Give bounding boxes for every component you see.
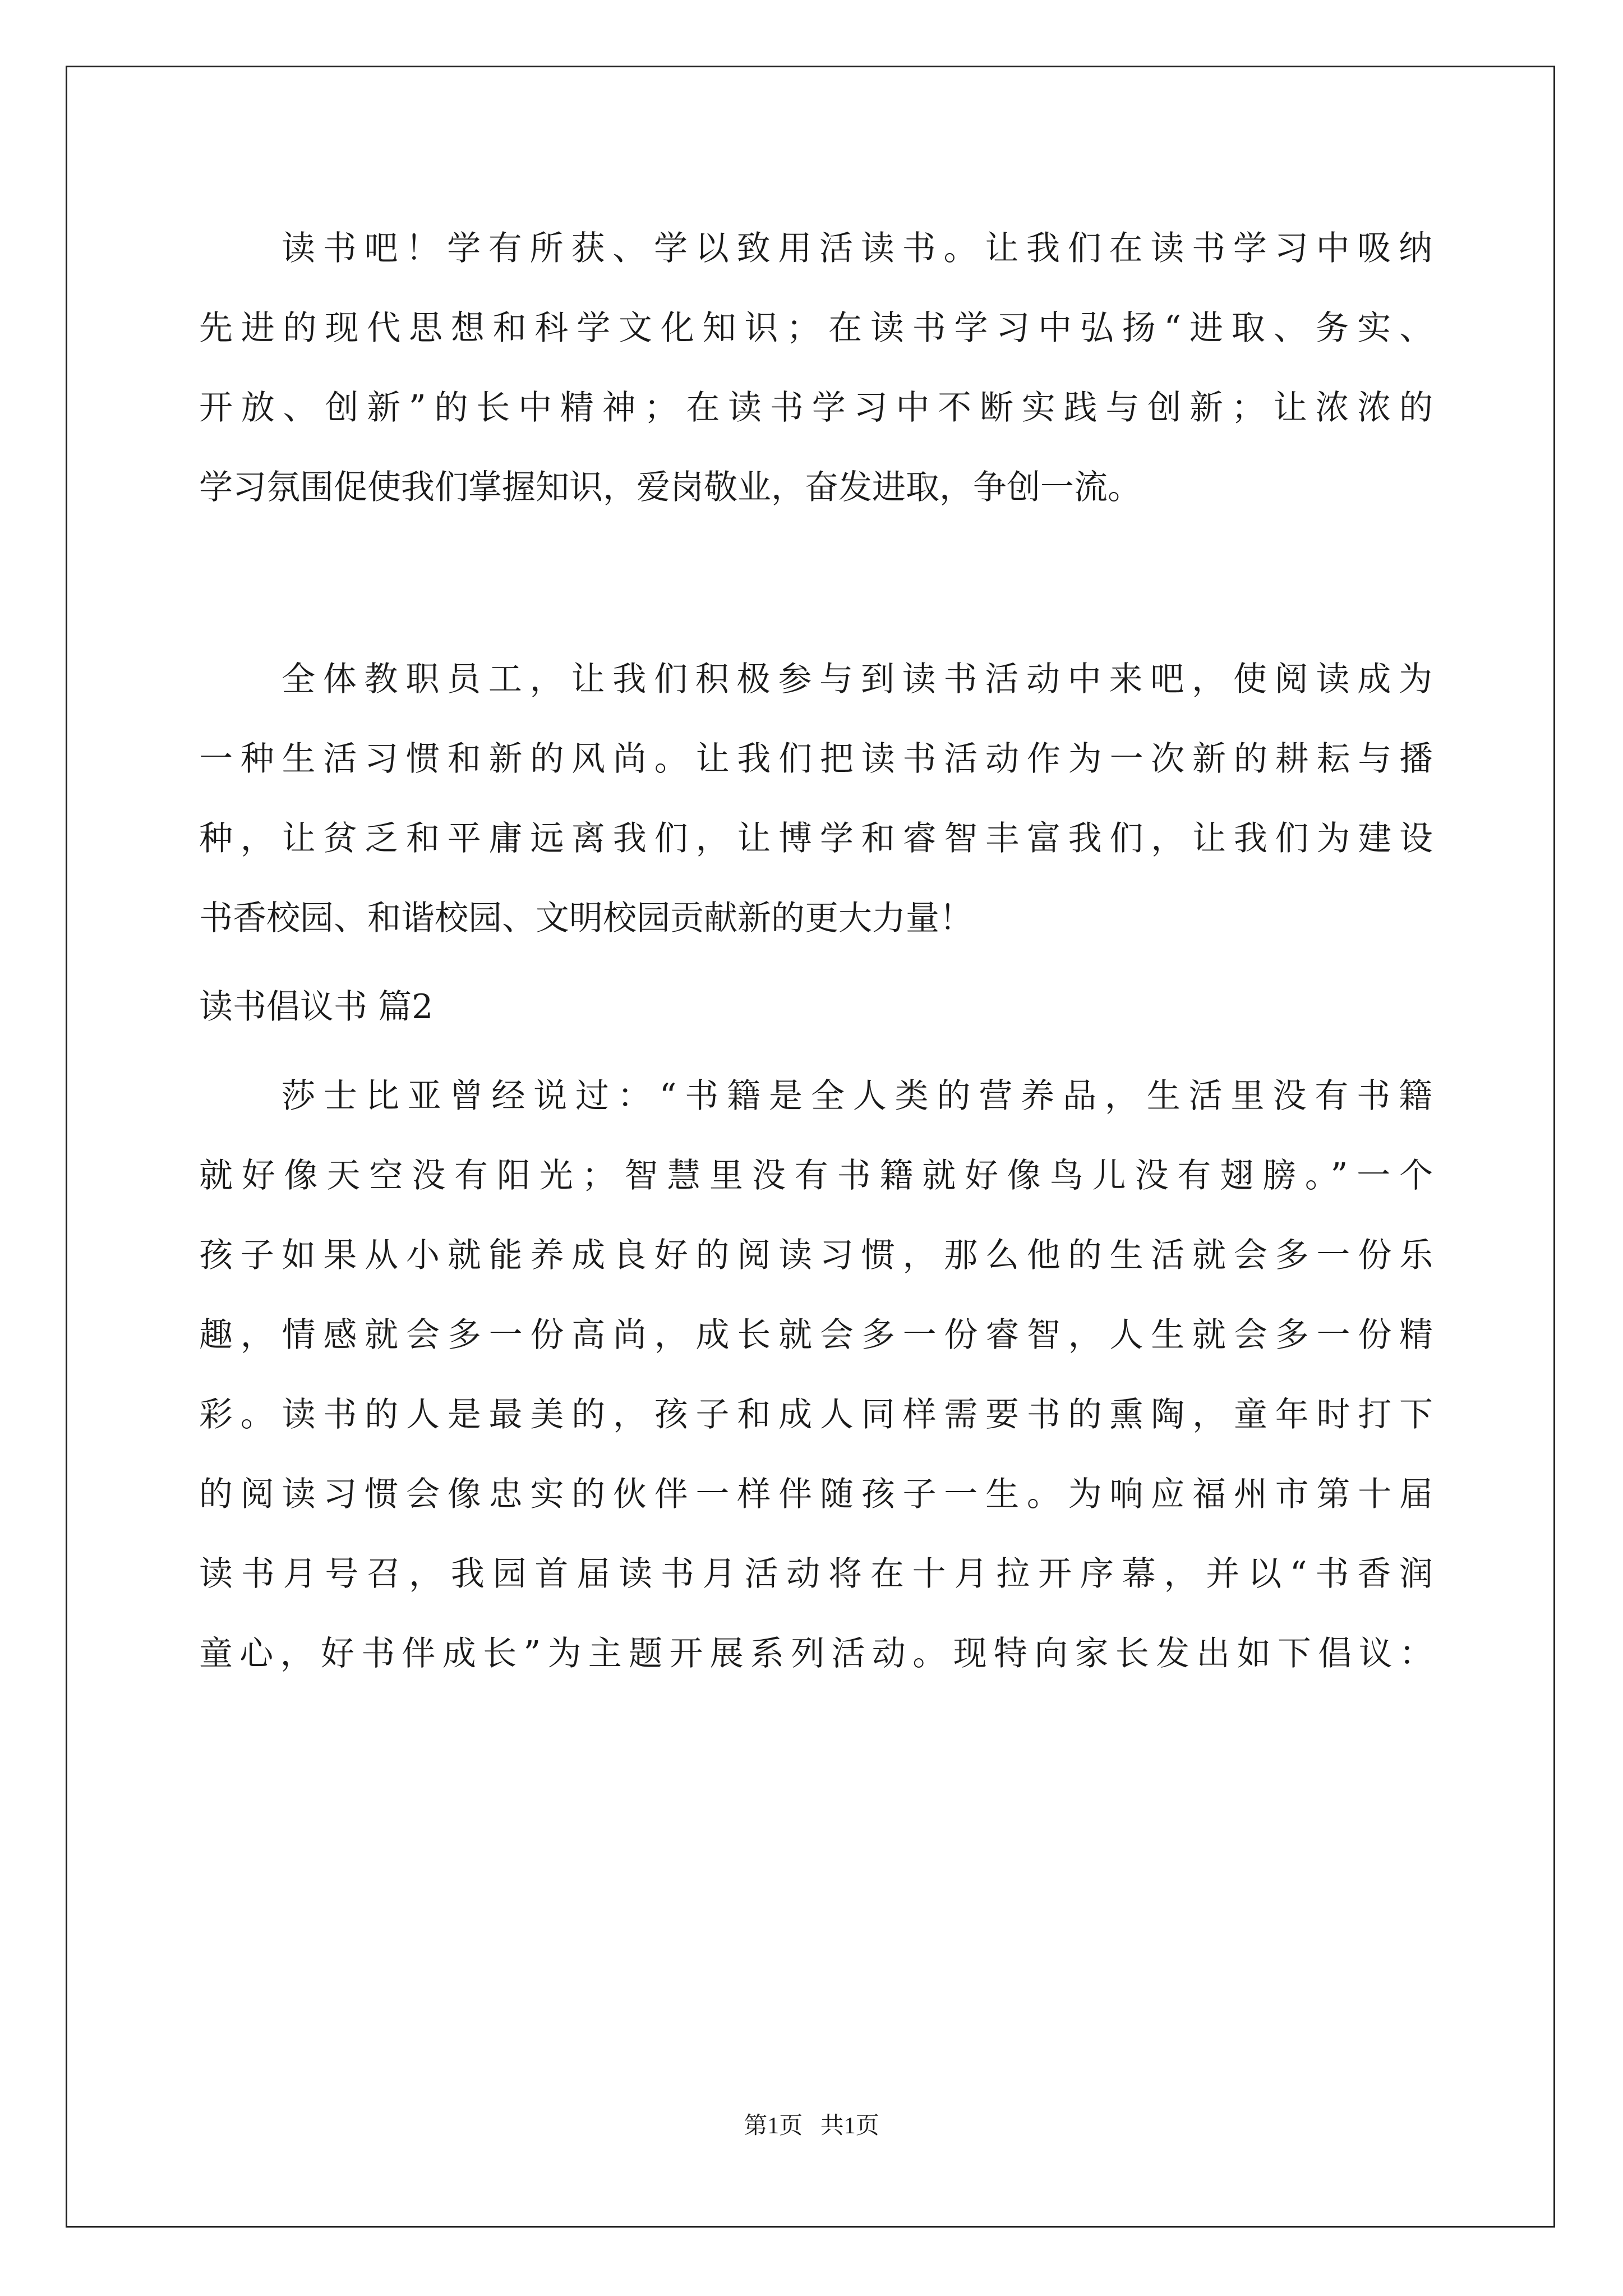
page-footer xyxy=(0,2109,1623,2143)
paragraph-2-line-3: 种，让贫乏和平庸远离我们，让博学和睿智丰富我们，让我们为建设 xyxy=(199,819,1433,858)
total-pages-label: 共1页 xyxy=(820,2113,879,2139)
paragraph-3-line-6: 的阅读习惯会像忠实的伙伴一样伴随孩子一生。为响应福州市第十届 xyxy=(199,1475,1433,1514)
page-number-label: 第1页 xyxy=(744,2113,803,2139)
paragraph-3-line-8: 童心，好书伴成长”为主题开展系列活动。现特向家长发出如下倡议： xyxy=(199,1634,1433,1673)
paragraph-3-line-1: 莎士比亚曾经说过：“书籍是全人类的营养品，生活里没有书籍 xyxy=(282,1076,1432,1116)
paragraph-1-line-4: 学习氛围促使我们掌握知识，爱岗敬业，奋发进取，争创一流。 xyxy=(199,468,1141,507)
paragraph-3-line-4: 趣，情感就会多一份高尚，成长就会多一份睿智，人生就会多一份精 xyxy=(199,1315,1433,1355)
paragraph-1-line-1: 读书吧！学有所获、学以致用活读书。让我们在读书学习中吸纳 xyxy=(282,229,1432,268)
paragraph-1-line-3: 开放、创新”的长中精神；在读书学习中不断实践与创新；让浓浓的 xyxy=(199,388,1433,427)
paragraph-2-line-1: 全体教职员工，让我们积极参与到读书活动中来吧，使阅读成为 xyxy=(282,660,1432,699)
paragraph-3-line-2: 就好像天空没有阳光；智慧里没有书籍就好像鸟儿没有翅膀。”一个 xyxy=(199,1156,1433,1195)
paragraph-2-line-2: 一种生活习惯和新的风尚。让我们把读书活动作为一次新的耕耘与播 xyxy=(199,739,1433,779)
paragraph-3-line-3: 孩子如果从小就能养成良好的阅读习惯，那么他的生活就会多一份乐 xyxy=(199,1236,1433,1275)
paragraph-1-line-2: 先进的现代思想和科学文化知识；在读书学习中弘扬“进取、务实、 xyxy=(199,309,1433,348)
section-heading: 读书倡议书 篇2 xyxy=(199,987,434,1027)
paragraph-2-line-4: 书香校园、和谐校园、文明校园贡献新的更大力量！ xyxy=(199,899,973,938)
paragraph-3-line-7: 读书月号召，我园首届读书月活动将在十月拉开序幕，并以“书香润 xyxy=(199,1554,1433,1594)
paragraph-3-line-5: 彩。读书的人是最美的，孩子和成人同样需要书的熏陶，童年时打下 xyxy=(199,1395,1433,1434)
